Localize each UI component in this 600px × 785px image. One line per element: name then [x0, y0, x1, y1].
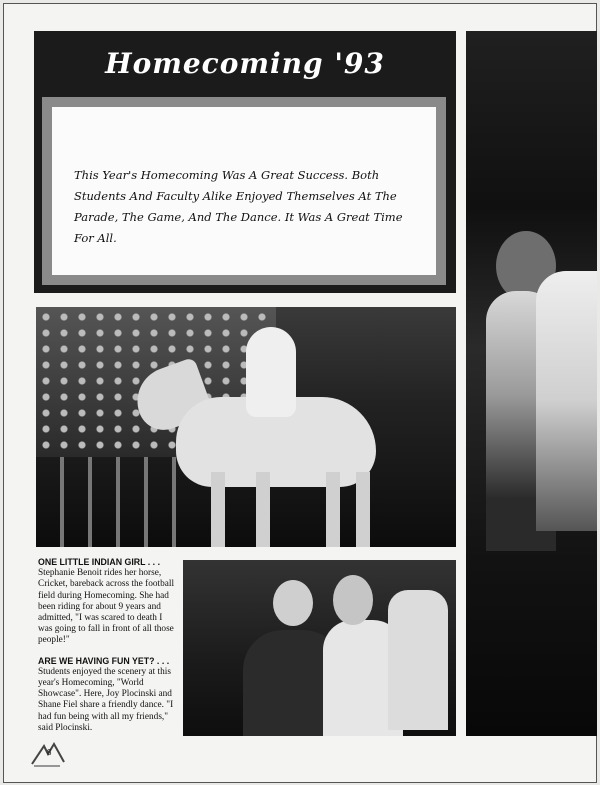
header-block — [34, 31, 456, 293]
rider — [246, 327, 296, 417]
captions — [38, 557, 178, 743]
caption-dance — [38, 656, 178, 734]
partner-body — [536, 271, 597, 531]
horse-leg — [356, 472, 370, 547]
caption-text: Stephanie Benoit rides her horse, Cricket, bareback across the football field during Homecoming. She had been riding for about 9 years and admitted, "I was scared to death I was going to fall in front of all those people!" — [38, 568, 175, 646]
intro-banner — [42, 97, 446, 285]
horse-leg — [211, 472, 225, 547]
dance-floor-photo — [183, 560, 456, 736]
caption-heading: ARE WE HAVING FUN YET? . . . — [38, 655, 170, 666]
dancing-couple-photo — [466, 31, 597, 736]
page-title: Homecoming '93 — [105, 47, 385, 80]
background-dancer — [388, 590, 448, 730]
intro-panel — [52, 107, 436, 275]
caption-heading: ONE LITTLE INDIAN GIRL . . . — [38, 557, 161, 567]
horse-leg — [256, 472, 270, 547]
dancer-girl-head — [273, 580, 313, 626]
dancer-boy-head — [333, 575, 373, 625]
intro-text: This Year's Homecoming Was A Great Success. Both Students And Faculty Alike Enjoyed Themselves At The Parade, The Game, And The Dance. It Was A Great Time For All. — [74, 168, 403, 245]
yearbook-page — [3, 3, 597, 783]
stadium-fence — [36, 457, 196, 547]
horse-leg — [326, 472, 340, 547]
page-number: 8 — [47, 748, 52, 757]
caption-horse — [38, 557, 178, 647]
horse-rider-photo — [36, 307, 456, 547]
caption-text: Students enjoyed the scenery at this year's Homecoming, "World Showcase". Here, Joy Plocinski and Shane Fiel share a friendly dance. "I had fun being with all my friends," said Plocinski. — [38, 666, 174, 733]
